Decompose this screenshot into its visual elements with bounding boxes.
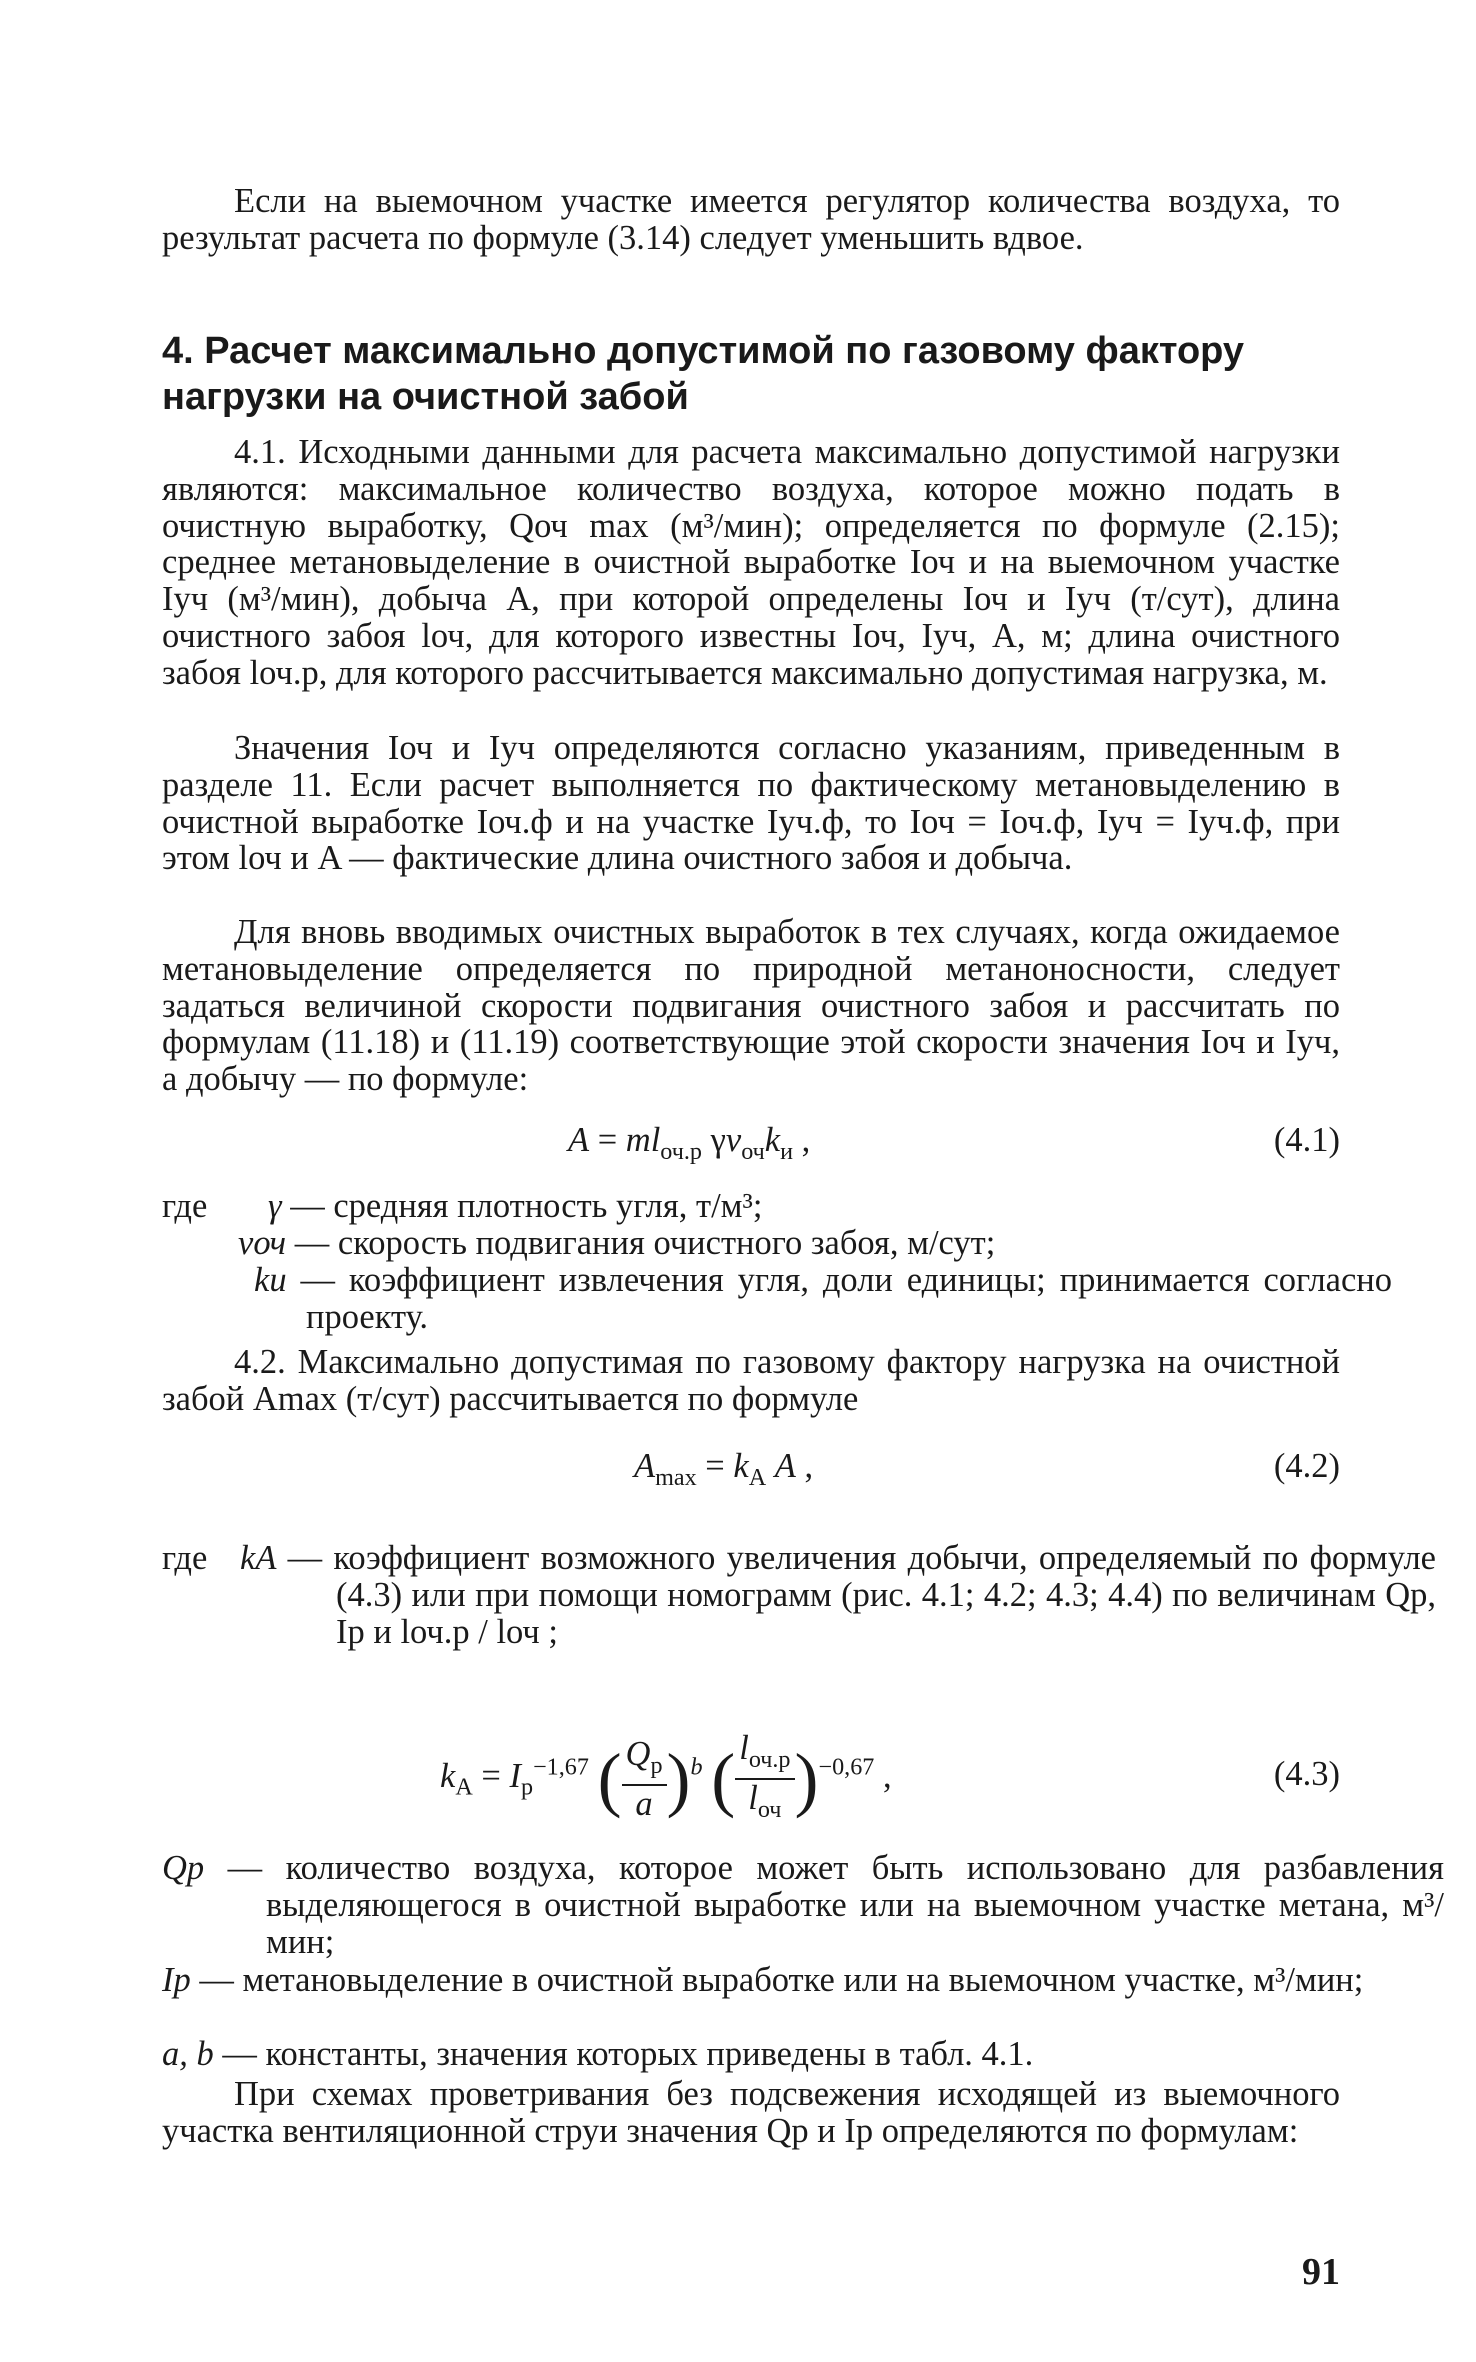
definition-extraction-symbol: kи [254, 1261, 287, 1299]
definition-Ip [162, 1962, 1460, 1999]
definition-Ip-symbol: Iр [162, 1961, 191, 1999]
paragraph-ventilation-schemes: При схемах проветривания без подсвежения исходящей из выемочного участка вентиляционной струи значения Qр и Iр определяются по формулам: [162, 2075, 1340, 2150]
definition-velocity-text: — скорость подвигания очистного забоя, м/сут; [294, 1224, 996, 1262]
formula-4-1-number: (4.1) [1273, 1121, 1340, 1159]
definition-gamma-text: — средняя плотность угля, т/м³; [290, 1187, 763, 1225]
paragraph-values: Значения Iоч и Iуч определяются согласно указаниям, приведенным в разделе 11. Если расчет выполняется по фактическому метановыделению в очистной выработке Iоч.ф и на участке Iуч.ф, то Iоч = Iоч.ф, Iуч = Iуч.ф, при этом lоч и A — фактические длина очистного забоя и добыча. [162, 729, 1340, 878]
definition-ab [162, 2036, 1340, 2073]
definition-Qp [162, 1850, 1444, 1960]
section-heading: 4. Расчет максимально допустимой по газовому фактору нагрузки на очистной забой [162, 330, 1245, 418]
formula-4-2-expression: $A_{max} = k_A$ A , [634, 1447, 814, 1491]
definition-velocity-symbol: vоч [238, 1224, 287, 1262]
formula-4-3-expression: $k_A = I_р^{-1,67}$ ( $\frac{Q_р}{a}$ )$^b$ ( $\frac{l_{оч.р}}{l_{оч}}$ )$^{-0,67}$ , [440, 1729, 892, 1823]
definition-kA-text: — коэффициент возможного увеличения добычи, определяемый по формуле (4.3) или при помощи номограмм (рис. 4.1; 4.2; 4.3; 4.4) по величинам Qр, Iр и lоч.р / lоч ; [287, 1539, 1436, 1651]
definition-Ip-text: — метановыделение в очистной выработке или на выемочном участке, м³/мин; [199, 1961, 1364, 1999]
paragraph-new-workings: Для вновь вводимых очистных выработок в тех случаях, когда ожидаемое метановыделение определяется по природной метаноносности, следует задаться величиной скорости подвигания очистного забоя и рассчитать по формулам (11.18) и (11.19) соответствующие этой скорости значения Iоч и Iуч, а добычу — по формуле: [162, 913, 1340, 1099]
definition-gamma [268, 1188, 1340, 1225]
definition-extraction-coef [254, 1262, 1392, 1336]
formula-4-1-expression: $A = ml_{оч.р}$ $\gamma v_{оч}k_и$ , [568, 1121, 811, 1165]
definition-Qp-text: — количество воздуха, которое может быть использовано для разбавления выделяющегося в очистной выработке или на выемочном участке метана, м³/мин; [227, 1849, 1445, 1961]
definition-ab-text: — константы, значения которых приведены в табл. 4.1. [222, 2035, 1034, 2073]
definition-kA [240, 1540, 1436, 1650]
definition-gamma-symbol: γ [268, 1187, 282, 1225]
formula-4-2-number: (4.2) [1273, 1447, 1340, 1485]
definition-Qp-symbol: Qр [162, 1849, 205, 1887]
where-label: где [162, 1187, 208, 1225]
formula-4-3-number: (4.3) [1273, 1755, 1340, 1793]
paragraph-4-2: 4.2. Максимально допустимая по газовому фактору нагрузка на очистной забой Amax (т/сут) рассчитывается по формуле [162, 1343, 1340, 1418]
paragraph-4-1: 4.1. Исходными данными для расчета максимально допустимой нагрузки являются: максимальное количество воздуха, которое можно подать в очистную выработку, Qоч max (м³/мин); определяется по формуле (2.15); среднее метановыделение в очистной выработке Iоч и на выемочном участке Iуч (м³/мин), добыча A, при которой определены Iоч и Iуч (т/сут), длина очистного забоя lоч, для которого известны Iоч, Iуч, А, м; длина очистного забоя lоч.р, для которого рассчитывается максимально допустимая нагрузка, м. [162, 433, 1340, 692]
where-label-2: где [162, 1539, 208, 1577]
page-number: 91 [1302, 2251, 1340, 2293]
definition-extraction-text: — коэффициент извлечения угля, доли единицы; принимается согласно проекту. [300, 1261, 1393, 1336]
definition-kA-symbol: kA [240, 1539, 277, 1577]
definition-ab-symbol: a, b [162, 2035, 214, 2073]
definition-velocity [238, 1225, 1340, 1262]
paragraph-intro: Если на выемочном участке имеется регулятор количества воздуха, то результат расчета по формуле (3.14) следует уменьшить вдвое. [162, 182, 1340, 257]
formula-4-3 [0, 1720, 1476, 1830]
